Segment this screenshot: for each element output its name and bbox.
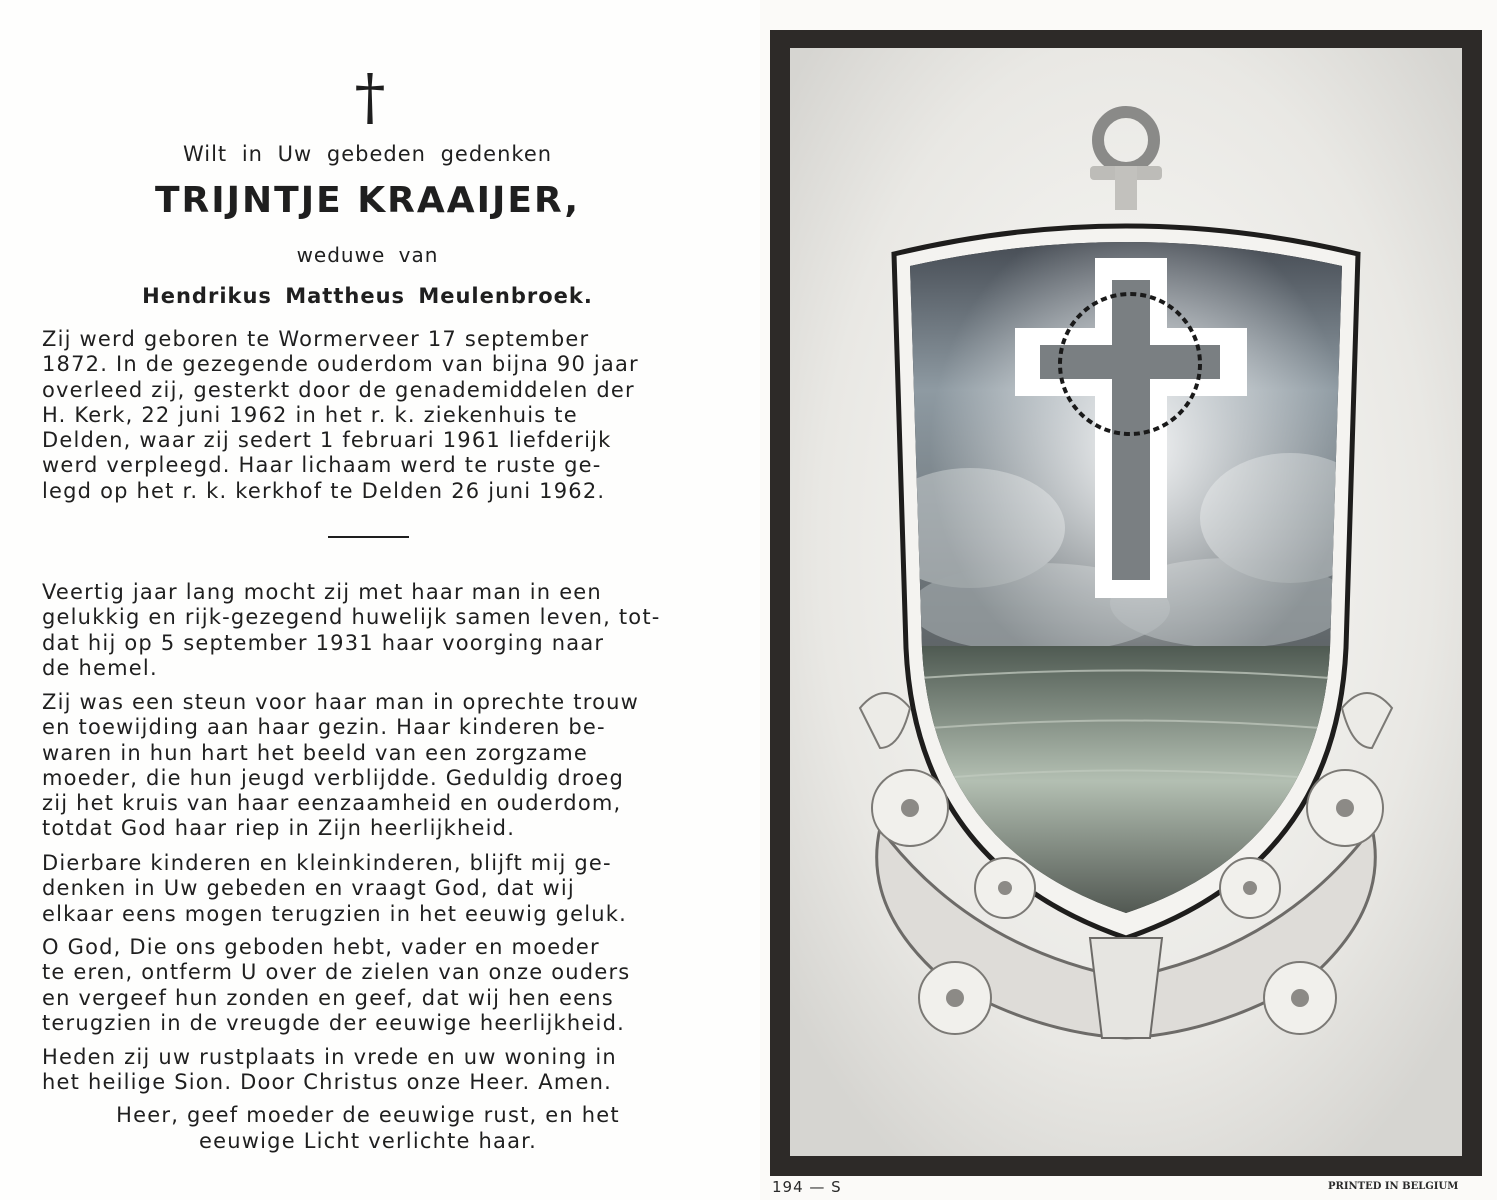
paragraph-prayer: O God, Die ons geboden hebt, vader en moeder te eren, ontferm U over de zielen van onze ouders en vergeef hun zonden en geef, dat wij hen eens terugzien in de vreugde der eeuwige heerlijkheid.: [42, 935, 631, 1035]
husband-name: Hendrikus Mattheus Meulenbroek.: [142, 284, 593, 308]
deceased-name: TRIJNTJE KRAAIJER,: [154, 180, 581, 221]
catalog-number: 194 — S: [772, 1178, 842, 1196]
paragraph-support: Zij was een steun voor haar man in oprechte trouw en toewijding aan haar gezin. Haar kinderen be- waren in hun hart het beeld van een zorgzame moeder, die hun jeugd verblijdde. Geduldig droeg zij het kruis van haar eenzaamheid en ouderdom, totdat God haar riep in Zijn heerlijkheid.: [42, 690, 640, 841]
printed-in-label: PRINTED IN BELGIUM: [1328, 1181, 1459, 1192]
separator-rule: [328, 536, 409, 538]
paragraph-marriage: Veertig jaar lang mocht zij met haar man in een gelukkig en rijk-gezegend huwelijk samen leven, tot- dat hij op 5 september 1931 haar voorging naar de hemel.: [42, 580, 661, 680]
widow-of-line: weduwe van: [296, 243, 439, 267]
anchor-shield-cross-icon: [790, 48, 1462, 1156]
biography-paragraph: Zij werd geboren te Wormerveer 17 september 1872. In de gezegende ouderdom van bijna 90 jaar overleed zij, gesterkt door de genademiddelen der H. Kerk, 22 juni 1962 in het r. k. ziekenhuis te Delden, waar zij sedert 1 februari 1961 liefderijk werd verpleegd. Haar lichaam werd te ruste ge- legd op het r. k. kerkhof te Delden 26 juni 1962.: [42, 327, 639, 503]
cross-icon: †: [354, 60, 386, 133]
paragraph-rest: Heden zij uw rustplaats in vrede en uw woning in het heilige Sion. Door Christus onze Heer. Amen.: [42, 1045, 617, 1095]
closing-prayer: Heer, geef moeder de eeuwige rust, en het eeuwige Licht verlichte haar.: [116, 1103, 620, 1153]
paragraph-children: Dierbare kinderen en kleinkinderen, blijft mij ge- denken in Uw gebeden en vraagt God, dat wij elkaar eens mogen terugzien in het eeuwig geluk.: [42, 851, 628, 926]
intro-line: Wilt in Uw gebeden gedenken: [182, 142, 553, 166]
